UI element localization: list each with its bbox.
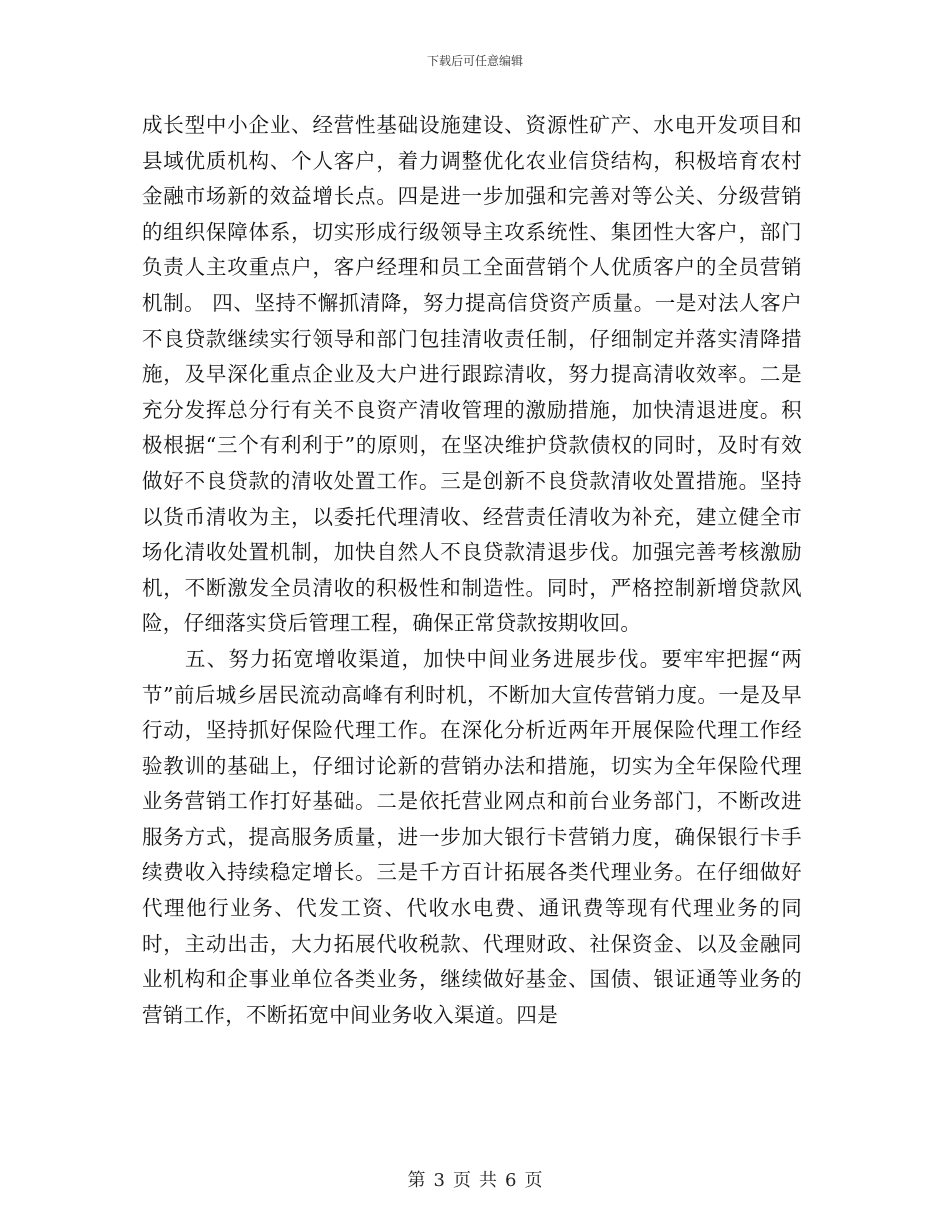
paragraph-1: 成长型中小企业、经营性基础设施建设、资源性矿产、水电开发项目和县域优质机构、个人客户，着力调整优化农业信贷结构，积极培育农村金融市场新的效益增长点。四是进一步加强和完善对等公关、分级营销的组织保障体系，切实形成行级领导主攻系统性、集团性大客户，部门负责人主攻重点户，客户经理和员工全面营销个人优质客户的全员营销机制。 四、坚持不懈抓清降，努力提高信贷资产质量。一是对法人客户不良贷款继续实行领导和部门包挂清收责任制，仔细制定并落实清降措施，及早深化重点企业及大户进行跟踪清收，努力提高清收效率。二是充分发挥总分行有关不良资产清收管理的激励措施，加快清退进度。积极根据“三个有利利于”的原则，在坚决维护贷款债权的同时，及时有效做好不良贷款的清收处置工作。三是创新不良贷款清收处置措施。坚持以货币清收为主，以委托代理清收、经营责任清收为补充，建立健全市场化清收处置机制，加快自然人不良贷款清退步伐。加强完善考核激励机，不断激发全员清收的积极性和制造性。同时，严格控制新增贷款风险，仔细落实贷后管理工程，确保正常贷款按期收回。 [142, 113, 802, 636]
page-footer [0, 1166, 950, 1192]
footer-suffix: 页 [524, 1170, 543, 1191]
footer-prefix: 第 [407, 1170, 426, 1191]
document-body [142, 108, 802, 1033]
footer-page-label: 页 [453, 1170, 471, 1191]
current-page-number: 3 [433, 1170, 445, 1191]
total-pages-number: 6 [505, 1170, 517, 1191]
footer-total-label: 共 [479, 1170, 497, 1191]
paragraph-2: 五、努力拓宽增收渠道，加快中间业务进展步伐。要牢牢把握“两节”前后城乡居民流动高峰有利时机，不断加大宣传营销力度。一是及早行动，坚持抓好保险代理工作。在深化分析近两年开展保险代理工作经验教训的基础上，仔细讨论新的营销办法和措施，切实为全年保险代理业务营销工作打好基础。二是依托营业网点和前台业务部门，不断改进服务方式，提高服务质量，进一步加大银行卡营销力度，确保银行卡手续费收入持续稳定增长。三是千方百计拓展各类代理业务。在仔细做好代理他行业务、代发工资、代收水电费、通讯费等现有代理业务的同时，主动出击，大力拓展代收税款、代理财政、社保资金、以及金融同业机构和企事业单位各类业务，继续做好基金、国债、银证通等业务的营销工作，不断拓宽中间业务收入渠道。四是 [142, 646, 802, 1027]
page-header: 下载后可任意编辑 [426, 54, 523, 68]
